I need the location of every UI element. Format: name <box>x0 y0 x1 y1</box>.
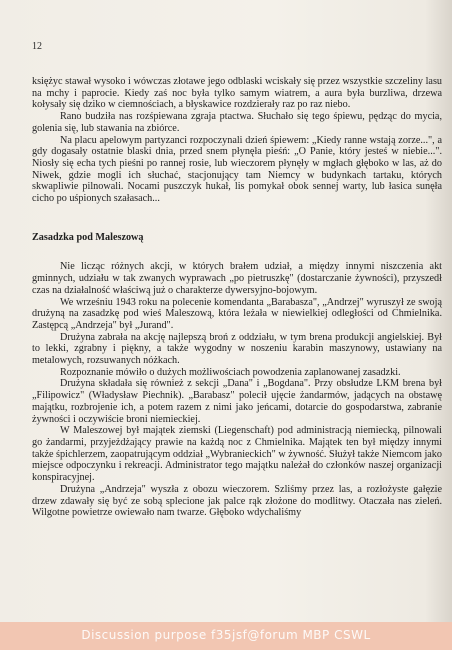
body-text <box>32 76 442 519</box>
paragraph: Na placu apelowym partyzanci rozpoczynali dzień śpiewem: „Kiedy ranne wstają zorze...", a gdy dogasały ostatnie blaski dnia, przed snem płynęła pieśń: „O Panie, który jesteś w niebie...". Niosły się echa tych pieśni po rannej rosie, lub wieczorem płynęły w mgłach głęboko w las, aż do Niwek, gdzie mogli ich słuchać, stacjonujący tam Niemcy w budynkach tartaku, których skwapliwie pilnowali. Nocami puszczyk hukał, lis pomykał obok sennej warty, lub łasica sunęła cicho po uśpionych szałasach... <box>32 134 442 205</box>
paragraph: Drużyna zabrała na akcję najlepszą broń z oddziału, w tym brena produkcji angielskiej. Był to lekki, zgrabny i piękny, a także wygodny w noszeniu karabin maszynowy, ustawiany na metalowych, rozsuwanych nóżkach. <box>32 331 442 367</box>
page-number: 12 <box>32 41 42 52</box>
paragraph: Rano budziła nas rozśpiewana zgraja ptactwa. Słuchało się tego śpiewu, pędząc do mycia, golenia się, lub stawania na zbiórce. <box>32 111 442 134</box>
paragraph: Drużyna „Andrzeja" wyszła z obozu wieczorem. Szliśmy przez las, a rozłożyste gałęzie drzew zdawały się być ze sobą splecione jak palce rąk złożone do modlitwy. Otaczała nas zieleń. Wilgotne powietrze owiewało nam twarze. Głęboko wdychaliśmy <box>32 483 442 519</box>
section-heading: Zasadzka pod Maleszową <box>32 231 144 243</box>
paragraph: W Maleszowej był majątek ziemski (Liegenschaft) pod administracją niemiecką, pilnowali go żandarmi, przyjeżdżający prawie na każdą noc z Chmielnika. Majątek ten był między innymi także śpichlerzem, zaopatrującym oddział „Wybranieckich" w żywność. Służył także Niemcom jako miejsce odpoczynku i rekreacji. Administrator tego majątku należał do członków naszej organizacji konspiracyjnej. <box>32 425 442 484</box>
paragraph: We wrześniu 1943 roku na polecenie komendanta „Barabasza", „Andrzej" wyruszył ze swoją drużyną na zasadzkę pod wieś Maleszową, która leżała w niewielkiej odległości od Chmielnika. Zastępcą „Andrzeja" był „Jurand". <box>32 296 442 331</box>
watermark-bar <box>0 622 452 650</box>
paragraph: Rozpoznanie mówiło o dużych możliwościach powodzenia zaplanowanej zasadzki. <box>60 366 401 378</box>
paragraph: księżyc stawał wysoko i wówczas złotawe jego odblaski wciskały się przez wszystkie szczeliny lasu na mchy i paprocie. Kiedy zaś noc była tylko samym wiatrem, a aura była burzliwa, drzewa kołysały się dziko w ciemnościach, a błyskawice rozdzierały raz po raz niebo. <box>32 76 442 111</box>
paragraph: Drużyna składała się również z sekcji „Dana" i „Bogdana". Przy obsłudze LKM brena był „Filipowicz" (Władysław Piechnik). „Barabasz" polecił ujęcie żandarmów, jadących na obstawę majątku, rozbrojenie ich, a potem razem z nimi jako jeńcami, dotarcie do gospodarstwa, zabranie żywności i oczywiście broni niemieckiej. <box>32 378 442 425</box>
paragraph: Nie licząc różnych akcji, w których brałem udział, a między innymi niszczenia akt gminnych, udziału w tak zwanych wyprawach „po pietruszkę" (dostarczanie żywności), przyszedł czas na działalność właściwą już o charakterze dywersyjno-bojowym. <box>32 261 442 296</box>
watermark-text: Discussion purpose f35jsf@forum MBP CSWL <box>81 628 371 642</box>
